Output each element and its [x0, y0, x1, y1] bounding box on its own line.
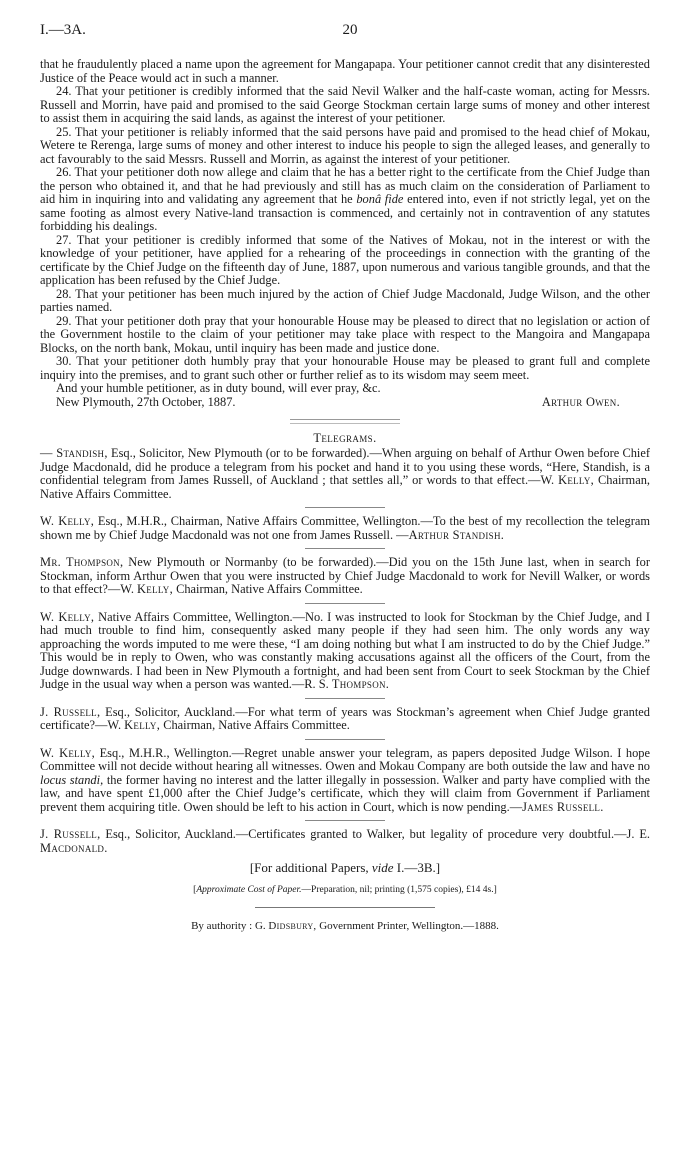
telegram-2-text: Esq., M.H.R., Chairman, Native Affairs Committee, Wellington.—To the best of my recollection the telegram shown me by Chief Judge Macdonald was not one from James Russell. —: [40, 514, 650, 542]
cost-bracket-close: ]: [493, 884, 497, 895]
telegram-6: [40, 747, 650, 815]
telegram-7-text: Esq., Solicitor, Auckland.—Certificates granted to Walker, but legality of procedure very doubtful.—J. E.: [100, 827, 650, 841]
telegram-3-text: New Plymouth or Normanby (to be forwarded).—Did you on the 15th June last, when in search for Stockman, inform Arthur Owen that you were instructed by Chief Judge Macdonald to work for Nevill Walker, or words to that effect?—W.: [40, 555, 650, 596]
paragraph-duty: And your humble petitioner, as in duty bound, will ever pray, &c.: [56, 381, 381, 395]
telegram-2-signature: Arthur Standish.: [408, 527, 505, 542]
paragraph-25: 25. That your petitioner is reliably informed that the said persons have paid and promised to the head chief of Mokau, Wetere te Rerenga, large sums of money and other interest to induce his people to sign the alleged leases, and generally to act favourably to the said Messrs. Russell and Morrin, as against the interest of your petitioner.: [40, 124, 650, 166]
cost-label: Approximate Cost of Paper.: [196, 884, 302, 895]
paragraph-continuation: that he fraudulently placed a name upon the agreement for Mangapapa. Your petitioner cannot credit that any disinterested Justice of the Peace would act in such a manner.: [40, 57, 650, 85]
telegram-6-italic: locus standi,: [40, 772, 104, 787]
printer-rule: [255, 907, 435, 908]
telegram-5-text: Esq., Solicitor, Auckland.—For what term of years was Stockman’s agreement when Chief Judge granted certificate?—W.: [40, 704, 650, 732]
telegram-1-addressee: — Standish,: [40, 446, 108, 460]
telegram-2: [40, 515, 650, 542]
printer-imprint: [40, 920, 650, 934]
paragraph-26-text-b: entered into, even if not strictly legal, yet on the same footing as almost every Native-land transaction is commenced, and certainly not in contravention of any statutes forbidding his dealings.: [40, 192, 651, 233]
telegram-3: [40, 556, 650, 597]
paragraph-28: 28. That your petitioner has been much injured by the action of Chief Judge Macdonald, Judge Wilson, and the other parties named.: [40, 286, 650, 314]
telegram-4-addressee: W. Kelly,: [40, 609, 95, 624]
telegram-3-addressee: Mr. Thompson,: [40, 555, 124, 569]
page-body: [40, 58, 650, 934]
paragraph-27: 27. That your petitioner is credibly informed that some of the Natives of Mokau, not in the interest or with the knowledge of your petitioner, have applied for a rehearing of the proceedings in connection with the granting of the certificate by the Chief Judge on the fifteenth day of June, 1887, upon numerous and various tangible grounds, and that the application has been refused by the Chief Judge.: [40, 232, 650, 287]
telegram-3-signature: Kelly,: [137, 582, 173, 596]
paragraph-29: 29. That your petitioner doth pray that your honourable House may be pleased to direct that no legislation or action of the Government hostile to the claim of your petitioner may take place with respect to the Mangoira and Mangapapa Blocks, on the north bank, Mokau, until inquiry has been made and justice done.: [40, 313, 650, 355]
telegrams-heading: Telegrams.: [313, 430, 377, 445]
telegram-1-tail: Chairman, Native Affairs Committee.: [40, 473, 650, 501]
divider-rule: [305, 820, 385, 821]
cost-bracket-open: [: [193, 884, 197, 895]
telegram-1-signature: Kelly,: [558, 473, 595, 487]
telegram-2-addressee: W. Kelly,: [40, 514, 95, 528]
telegram-4: [40, 611, 650, 692]
cost-note: [40, 884, 650, 898]
telegram-6-signature: James Russell.: [522, 799, 604, 814]
additional-papers-italic: vide: [371, 860, 394, 875]
telegram-5-addressee: J. Russell,: [40, 704, 101, 719]
telegram-5-tail: Chairman, Native Affairs Committee.: [160, 718, 350, 732]
page-header: [40, 24, 660, 46]
telegram-3-tail: Chairman, Native Affairs Committee.: [172, 582, 363, 596]
ornament-rule: [290, 419, 400, 424]
signature-name: Arthur Owen.: [541, 394, 620, 409]
additional-papers-text-b: I.—3B.]: [393, 860, 441, 875]
divider-rule: [305, 507, 385, 508]
signature-row: [40, 396, 650, 410]
divider-rule: [305, 698, 385, 699]
telegram-7-addressee: J. Russell,: [40, 827, 101, 841]
telegram-1: [40, 447, 650, 501]
telegram-6-addressee: W. Kelly,: [40, 745, 96, 760]
printer-text-a: By authority : G.: [191, 920, 269, 932]
telegram-4-signature: Thompson.: [331, 677, 390, 691]
page-number: 20: [342, 22, 358, 38]
telegram-7-signature: Macdonald.: [40, 840, 108, 855]
telegram-5: [40, 706, 650, 733]
printer-text-b: Government Printer, Wellington.—1888.: [316, 920, 499, 932]
divider-rule: [305, 739, 385, 740]
signature-place-date: New Plymouth, 27th October, 1887.: [56, 394, 236, 409]
telegram-6-text-a: Esq., M.H.R., Wellington.—Regret unable answer your telegram, as papers deposited Judge Wilson. I hope Committee will not decide without hearing all witnesses. Owen and Mokau Company are both outside the law and have no: [40, 745, 650, 773]
paragraph-30: 30. That your petitioner doth humbly pray that your honourable House may be pleased to grant full and complete inquiry into the premises, and to grant such other or further relief as to its wisdom may seem meet.: [40, 354, 650, 382]
telegram-6-text-b: the former having no interest and the latter illegally in possession. Walker and party have complied with the law, and have spent £1,000 after the Chief Judge’s certificate, which they will claim from Government if Parliament prevent them acquiring title. Owen should be left to his action in Court, which is now pending.—: [40, 772, 650, 814]
additional-papers-note: [40, 861, 650, 875]
divider-rule: [305, 603, 385, 604]
cost-text: —Preparation, nil; printing (1,575 copies), £14 4s.: [301, 884, 494, 895]
divider-rule: [305, 548, 385, 549]
paper-reference: I.—3A.: [40, 22, 86, 38]
telegram-7: [40, 828, 650, 855]
paragraph-24: 24. That your petitioner is credibly informed that the said Nevil Walker and the half-caste woman, acting for Messrs. Russell and Morrin, have paid and promised to the said George Stockman certain large sums of money and other interest to assist them in acquiring the said lands, as against the interest of your petitioner.: [40, 84, 650, 125]
telegram-5-signature: Kelly,: [124, 718, 161, 732]
printer-name: Didsbury,: [268, 920, 317, 932]
paragraph-26-italic: bonâ fide: [356, 192, 404, 206]
telegram-1-text: Esq., Solicitor, New Plymouth (or to be forwarded).—When arguing on behalf of Arthur Owen before Chief Judge Macdonald, did he produce a telegram from his pocket and hand it to you using these words, “Here, Standish, is a confidential telegram from James Russell, of Auckland ; that settles all,” or words to that effect.—W.: [40, 446, 650, 487]
additional-papers-text-a: [For additional Papers,: [249, 860, 372, 875]
telegram-4-text: Native Affairs Committee, Wellington.—No. I was instructed to look for Stockman by the Chief Judge, and I had much trouble to find him, consequently asked many people if they had seen him. The only words any way approaching the words imputed to me were these, “I am doing nothing but what I am instructed to do by the Chief Judge.” This would be in reply to Owen, who was constantly making accusations against all the officers of the Court, from the Judge downwards. I had been in New Plymouth a fortnight, and had been sent from Court to seek Stockman by the Chief Judge in the usual way when a person was wanted.—R. S.: [40, 609, 651, 691]
paragraph-26: [40, 166, 650, 234]
paragraph-26-text-a: 26. That your petitioner doth now allege and claim that he has a better right to the certificate from the Chief Judge than the person who obtained it, and that he had previously and still has as much claim on the consideration of Parliament to aid him in inquiring into and validating any agreement that he: [40, 165, 650, 206]
